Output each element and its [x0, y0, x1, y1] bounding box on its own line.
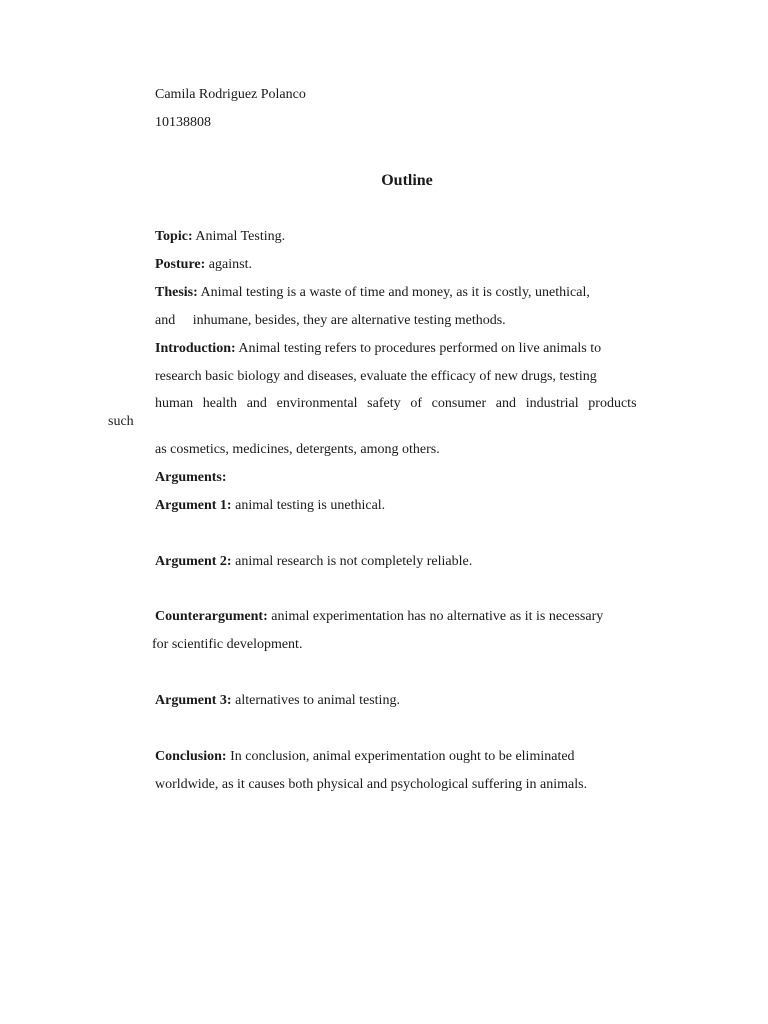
topic-text: Animal Testing. — [192, 229, 286, 244]
conclusion-text-1: In conclusion, animal experimentation ought to be eliminated — [226, 749, 575, 764]
posture-line — [155, 256, 252, 274]
introduction-line-2: research basic biology and diseases, evaluate the efficacy of new drugs, testing — [155, 369, 597, 384]
counterargument-line-2: for scientific development. — [152, 637, 303, 652]
thesis-label: Thesis: — [155, 285, 198, 300]
page-title: Outline — [381, 172, 433, 189]
argument-2-text: animal research is not completely reliable. — [231, 554, 473, 569]
topic-line — [155, 228, 285, 246]
argument-3-line — [155, 692, 400, 710]
conclusion-line-2: worldwide, as it causes both physical and psychological suffering in animals. — [155, 777, 588, 792]
introduction-label: Introduction: — [155, 341, 236, 356]
posture-label: Posture: — [155, 257, 206, 272]
arguments-heading-label: Arguments: — [155, 470, 227, 485]
argument-3-label: Argument 3: — [155, 693, 232, 708]
arguments-heading — [155, 469, 227, 487]
thesis-line-1 — [155, 284, 590, 302]
counterargument-text-1: animal experimentation has no alternative as it is necessary — [267, 609, 604, 624]
student-id: 10138808 — [155, 115, 211, 130]
introduction-line-4: as cosmetics, medicines, detergents, among others. — [155, 442, 440, 457]
author-name: Camila Rodriguez Polanco — [155, 87, 306, 102]
counterargument-label: Counterargument: — [155, 609, 268, 624]
conclusion-line-1 — [155, 748, 575, 766]
posture-text: against. — [205, 257, 252, 272]
argument-2-label: Argument 2: — [155, 554, 232, 569]
introduction-text-1: Animal testing refers to procedures performed on live animals to — [235, 341, 602, 356]
introduction-line-3: human health and environmental safety of consumer and industrial products — [155, 396, 637, 411]
argument-1-text: animal testing is unethical. — [231, 498, 386, 513]
argument-1-label: Argument 1: — [155, 498, 232, 513]
thesis-line-2: and inhumane, besides, they are alternative testing methods. — [155, 313, 506, 328]
topic-label: Topic: — [155, 229, 193, 244]
thesis-text-1: Animal testing is a waste of time and money, as it is costly, unethical, — [197, 285, 590, 300]
introduction-line-3-wrap: such — [108, 414, 134, 429]
argument-1-line — [155, 497, 385, 515]
counterargument-line-1 — [155, 608, 603, 626]
argument-3-text: alternatives to animal testing. — [231, 693, 400, 708]
introduction-line-1 — [155, 340, 601, 358]
argument-2-line — [155, 553, 472, 571]
conclusion-label: Conclusion: — [155, 749, 227, 764]
